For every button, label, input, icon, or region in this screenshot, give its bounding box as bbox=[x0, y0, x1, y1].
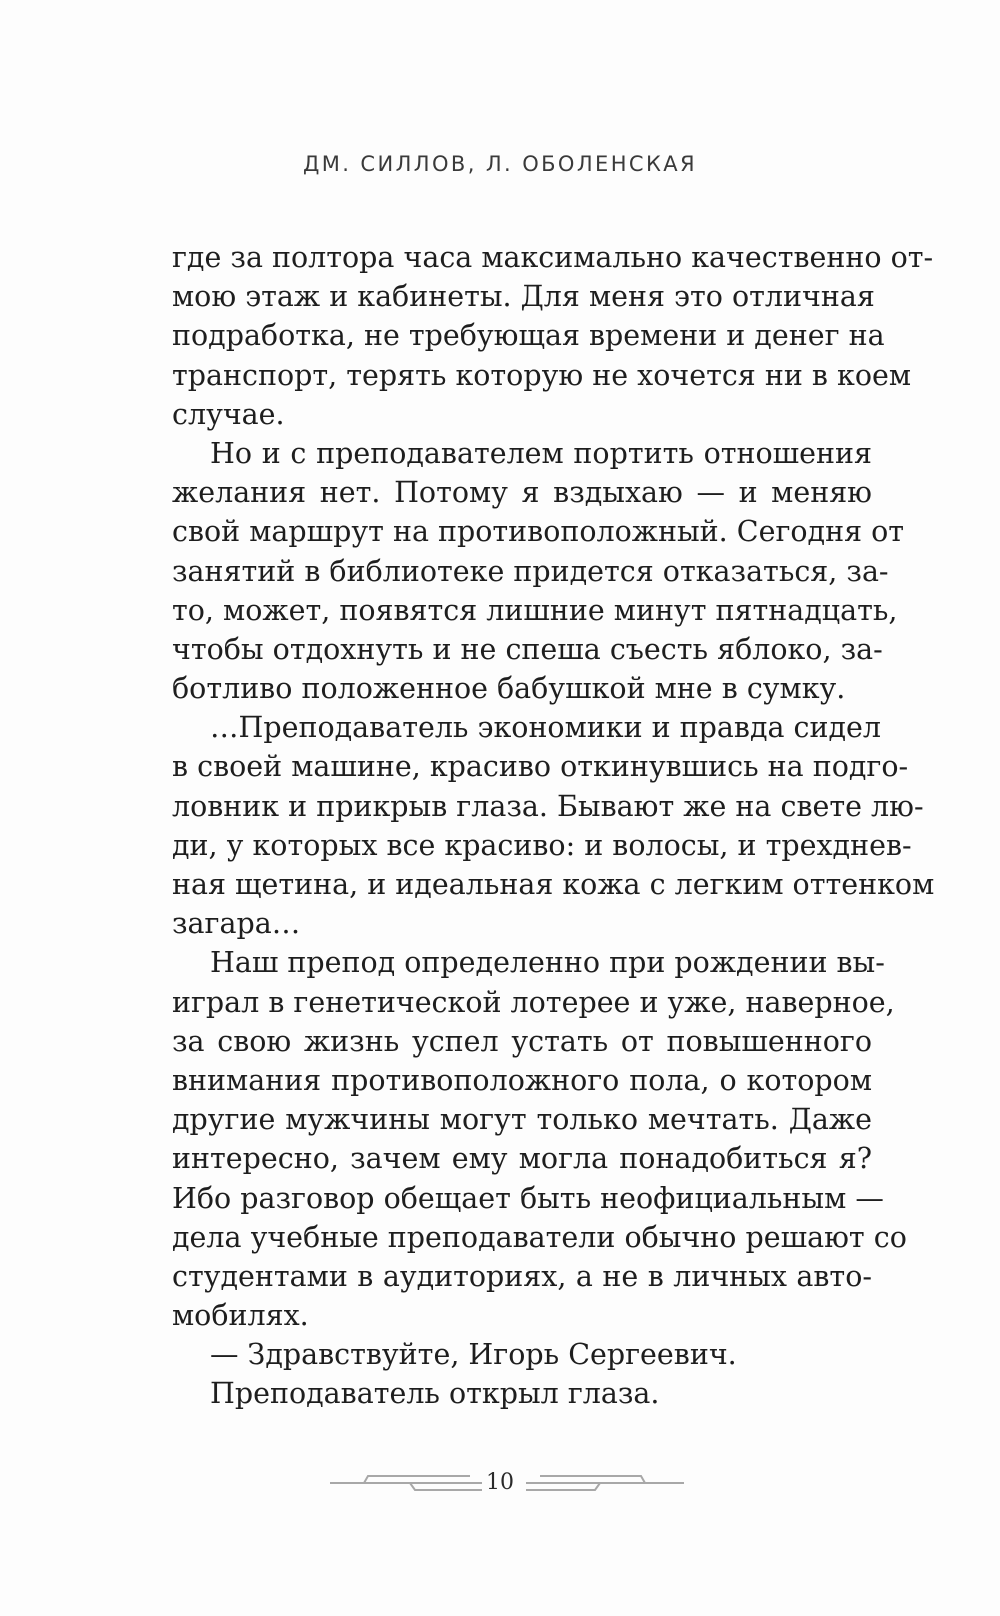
text-line: желания нет. Потому я вздыхаю — и меняю bbox=[172, 476, 872, 510]
text-line: в своей машине, красиво откинувшись на подго- bbox=[172, 750, 909, 784]
text-line: ловник и прикрыв глаза. Бывают же на свете лю- bbox=[172, 789, 924, 823]
body-text bbox=[172, 238, 935, 1414]
page-number: 10 bbox=[486, 1470, 514, 1495]
running-head: ДМ. СИЛЛОВ, Л. ОБОЛЕНСКАЯ bbox=[302, 152, 698, 176]
page-footer bbox=[0, 1464, 1000, 1504]
text-line: играл в генетической лотерее и уже, наверное, bbox=[172, 985, 895, 1019]
text-line: интересно, зачем ему могла понадобиться я? bbox=[172, 1142, 872, 1176]
text-line: мобилях. bbox=[172, 1299, 309, 1333]
text-line: — Здравствуйте, Игорь Сергеевич. bbox=[210, 1338, 737, 1372]
text-line: дела учебные преподаватели обычно решают со bbox=[172, 1220, 907, 1254]
text-line: Наш препод определенно при рождении вы- bbox=[210, 946, 885, 980]
text-line: то, может, появятся лишние минут пятнадцать, bbox=[172, 593, 898, 627]
text-line: ная щетина, и идеальная кожа с легким оттенком bbox=[172, 868, 935, 901]
text-line: мою этаж и кабинеты. Для меня это отличная bbox=[172, 280, 875, 314]
text-line: транспорт, терять которую не хочется ни в коем bbox=[172, 358, 912, 392]
text-line: студентами в аудиториях, а не в личных авто- bbox=[172, 1259, 872, 1293]
text-line: за свою жизнь успел устать от повышенного bbox=[172, 1024, 872, 1058]
text-line: ди, у которых все красиво: и волосы, и трехднев- bbox=[172, 828, 912, 862]
text-line: другие мужчины могут только мечтать. Даже bbox=[172, 1103, 872, 1137]
text-line: Преподаватель открыл глаза. bbox=[210, 1377, 660, 1411]
text-line: подработка, не требующая времени и денег на bbox=[172, 319, 885, 353]
text-line: загара… bbox=[172, 907, 301, 941]
text-line: свой маршрут на противоположный. Сегодня от bbox=[172, 515, 905, 549]
text-line: ботливо положенное бабушкой мне в сумку. bbox=[172, 672, 846, 706]
text-line: внимания противоположного пола, о котором bbox=[172, 1063, 872, 1097]
text-line: Но и с преподавателем портить отношения bbox=[210, 436, 872, 470]
text-line: Ибо разговор обещает быть неофициальным — bbox=[172, 1181, 884, 1215]
text-line: …Преподаватель экономики и правда сидел bbox=[210, 711, 882, 745]
text-line: занятий в библиотеке придется отказаться, за- bbox=[172, 554, 889, 588]
text-line: случае. bbox=[172, 397, 285, 431]
text-line: чтобы отдохнуть и не спеша съесть яблоко, за- bbox=[172, 632, 883, 666]
text-line: где за полтора часа максимально качественно от- bbox=[172, 241, 934, 274]
